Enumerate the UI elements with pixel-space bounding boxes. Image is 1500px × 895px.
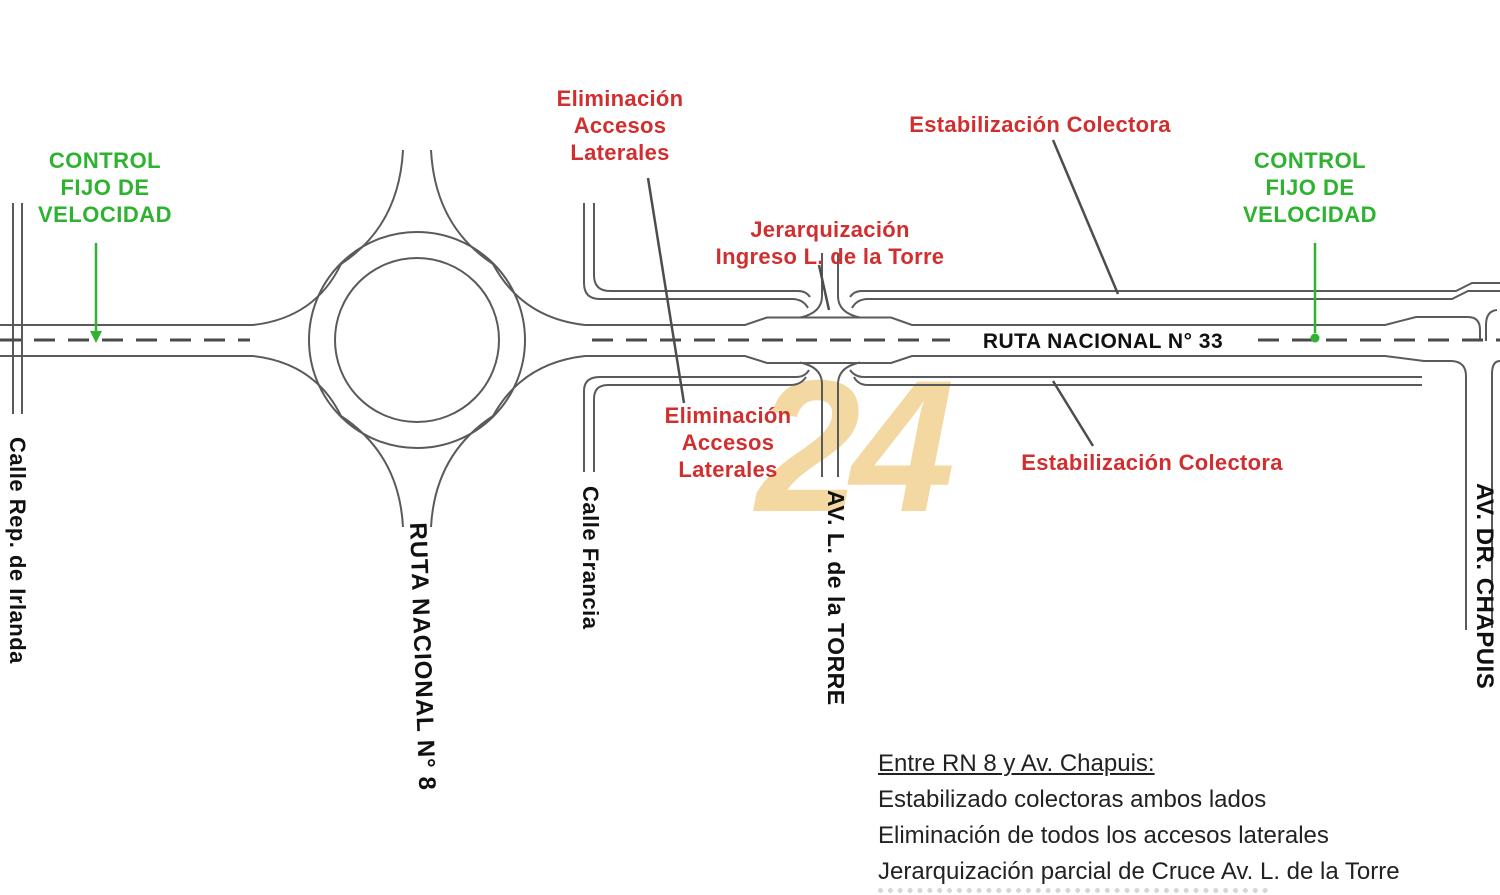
leader-estabilizacion-bottom <box>1053 381 1093 446</box>
upper-collector-east <box>852 291 1500 308</box>
main-road-bottom-edge-right <box>585 356 1466 630</box>
label-line: FIJO DE <box>1265 174 1355 200</box>
notes-item: Jerarquización parcial de Cruce Av. L. de la Torre <box>878 858 1400 885</box>
watermark-24: 24 <box>756 341 946 551</box>
speed-control-dot-right <box>1311 334 1320 343</box>
roundabout-flare <box>493 264 585 325</box>
label-line: Ingreso L. de la Torre <box>715 243 945 269</box>
label-line: CONTROL <box>1253 148 1367 173</box>
leader-estabilizacion-top <box>1053 140 1118 294</box>
label-line: Accesos <box>573 112 667 138</box>
label-line: CONTROL <box>48 148 162 173</box>
label-line: Accesos <box>681 429 775 455</box>
notes-item: Eliminación de todos los accesos laterales <box>878 822 1329 849</box>
road-label-calle-irlanda: Calle Rep. de Irlanda <box>5 437 30 664</box>
road-label-ruta-8: RUTA NACIONAL N° 8 <box>404 522 441 792</box>
roundabout-flare <box>253 264 341 325</box>
label-line: Eliminación <box>664 403 792 428</box>
road-label-av-chapuis: AV. DR. CHAPUIS <box>1471 483 1498 690</box>
label-line: Laterales <box>570 139 670 165</box>
roundabout-north-approach <box>431 150 493 264</box>
roundabout-flare <box>253 356 341 416</box>
label-line: VELOCIDAD <box>1242 201 1378 227</box>
upper-collector-east <box>850 283 1500 297</box>
annotation-jerarquizacion <box>670 217 990 271</box>
annotation-estabilizacion-bottom: Estabilización Colectora <box>1021 450 1283 475</box>
label-line: Eliminación <box>556 86 684 111</box>
speed-control-label-left <box>5 148 205 228</box>
notes-block <box>878 746 1400 890</box>
roundabout-south-approach <box>431 416 493 527</box>
label-line: Laterales <box>678 456 778 482</box>
annotation-eliminacion-bottom <box>628 403 828 483</box>
notes-title: Entre RN 8 y Av. Chapuis: <box>878 750 1155 777</box>
speed-control-label-right <box>1210 148 1410 228</box>
speed-control-arrowhead-left <box>90 331 102 343</box>
annotation-eliminacion-top <box>520 86 720 166</box>
east-intersection-top-corner <box>1486 310 1497 341</box>
label-line: VELOCIDAD <box>37 201 173 227</box>
notes-item: Estabilizado colectoras ambos lados <box>878 786 1267 813</box>
road-label-av-torre: AV. L. de la TORRE <box>823 490 849 706</box>
label-line: FIJO DE <box>60 174 150 200</box>
label-line: Jerarquización <box>750 217 910 242</box>
lower-collector-east <box>854 377 1422 385</box>
road-label-ruta-33: RUTA NACIONAL N° 33 <box>982 330 1224 353</box>
roundabout-flare <box>493 356 585 416</box>
road-label-calle-francia: Calle Francia <box>578 486 603 630</box>
roundabout-south-approach <box>341 416 403 527</box>
annotation-estabilizacion-top: Estabilización Colectora <box>909 112 1171 137</box>
lower-collector-east <box>850 370 1422 377</box>
roundabout-inner-circle <box>335 258 499 422</box>
cropped-text-hint <box>878 888 1268 893</box>
roundabout-north-approach <box>341 150 403 264</box>
leader-lines <box>648 140 1118 446</box>
